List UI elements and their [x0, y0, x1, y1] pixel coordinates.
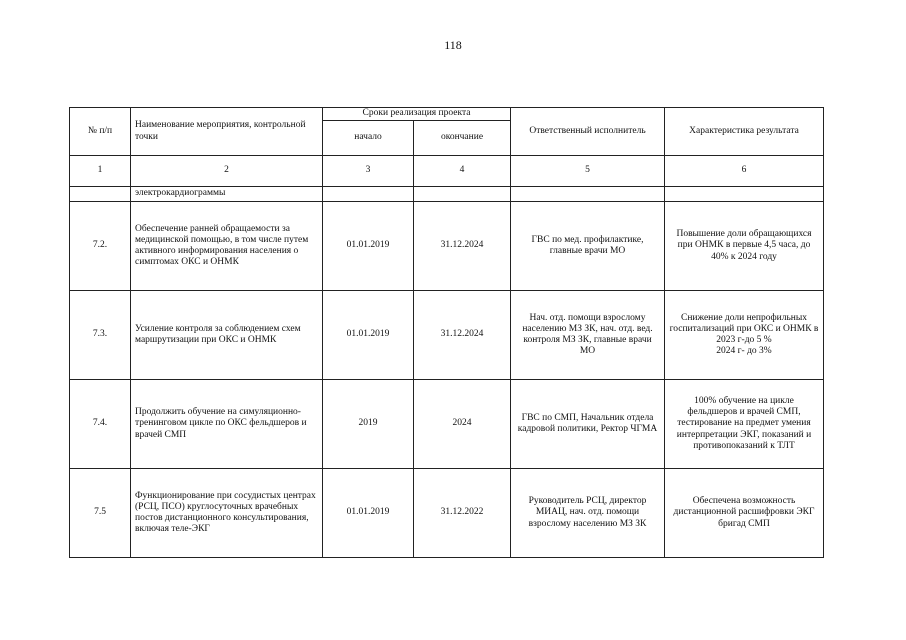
table-cell: электрокардиограммы — [131, 187, 323, 202]
table-cell — [511, 187, 665, 202]
header-name: Наименование мероприятия, контрольной точки — [131, 108, 323, 156]
col-number: 3 — [323, 156, 414, 187]
measures-table — [69, 107, 824, 558]
table-cell — [414, 187, 511, 202]
measure-name: Продолжить обучение на симуляционно-тренинговом цикле по ОКС фельдшеров и врачей СМП — [131, 380, 323, 469]
table-cell — [323, 187, 414, 202]
end-date: 31.12.2024 — [414, 202, 511, 291]
header-num: № п/п — [70, 108, 131, 156]
result: Обеспечена возможность дистанционной расшифровки ЭКГ бригад СМП — [665, 469, 824, 558]
start-date: 01.01.2019 — [323, 291, 414, 380]
col-number: 5 — [511, 156, 665, 187]
result: Повышение доли обращающихся при ОНМК в первые 4,5 часа, до 40% к 2024 году — [665, 202, 824, 291]
start-date: 2019 — [323, 380, 414, 469]
col-number: 1 — [70, 156, 131, 187]
table-row — [70, 380, 824, 469]
table-row — [70, 202, 824, 291]
responsible: Руководитель РСЦ, директор МИАЦ, нач. отд. помощи взрослому населению МЗ ЗК — [511, 469, 665, 558]
col-number: 2 — [131, 156, 323, 187]
row-number: 7.3. — [70, 291, 131, 380]
end-date: 2024 — [414, 380, 511, 469]
header-responsible: Ответственный исполнитель — [511, 108, 665, 156]
result: 100% обучение на цикле фельдшеров и врачей СМП, тестирование на предмет умения интерпретации ЭКГ, показаний и противопоказаний к ТЛТ — [665, 380, 824, 469]
end-date: 31.12.2024 — [414, 291, 511, 380]
measure-name: Обеспечение ранней обращаемости за медицинской помощью, в том числе путем активного информирования населения о симптомах ОКС и ОНМК — [131, 202, 323, 291]
end-date: 31.12.2022 — [414, 469, 511, 558]
start-date: 01.01.2019 — [323, 202, 414, 291]
page-number: 118 — [444, 38, 462, 52]
measure-name: Усиление контроля за соблюдением схем маршрутизации при ОКС и ОНМК — [131, 291, 323, 380]
col-number: 6 — [665, 156, 824, 187]
table-cell — [665, 187, 824, 202]
table-cell — [70, 187, 131, 202]
header-row — [70, 108, 824, 121]
start-date: 01.01.2019 — [323, 469, 414, 558]
responsible: ГВС по мед. профилактике, главные врачи МО — [511, 202, 665, 291]
column-number-row — [70, 156, 824, 187]
header-end: окончание — [414, 121, 511, 156]
header-dates: Сроки реализация проекта — [323, 108, 511, 121]
responsible: Нач. отд. помощи взрослому населению МЗ ЗК, нач. отд. вед. контроля МЗ ЗК, главные врачи МО — [511, 291, 665, 380]
row-number: 7.4. — [70, 380, 131, 469]
table-row — [70, 291, 824, 380]
result: Снижение доли непрофильных госпитализаций при ОКС и ОНМК в 2023 г-до 5 % 2024 г- до 3% — [665, 291, 824, 380]
responsible: ГВС по СМП, Начальник отдела кадровой политики, Ректор ЧГМА — [511, 380, 665, 469]
row-number: 7.2. — [70, 202, 131, 291]
continuation-row — [70, 187, 824, 202]
header-result: Характеристика результата — [665, 108, 824, 156]
row-number: 7.5 — [70, 469, 131, 558]
table-row — [70, 469, 824, 558]
col-number: 4 — [414, 156, 511, 187]
measure-name: Функционирование при сосудистых центрах (РСЦ, ПСО) круглосуточных врачебных постов дистанционного консультирования, включая теле-ЭКГ — [131, 469, 323, 558]
header-start: начало — [323, 121, 414, 156]
